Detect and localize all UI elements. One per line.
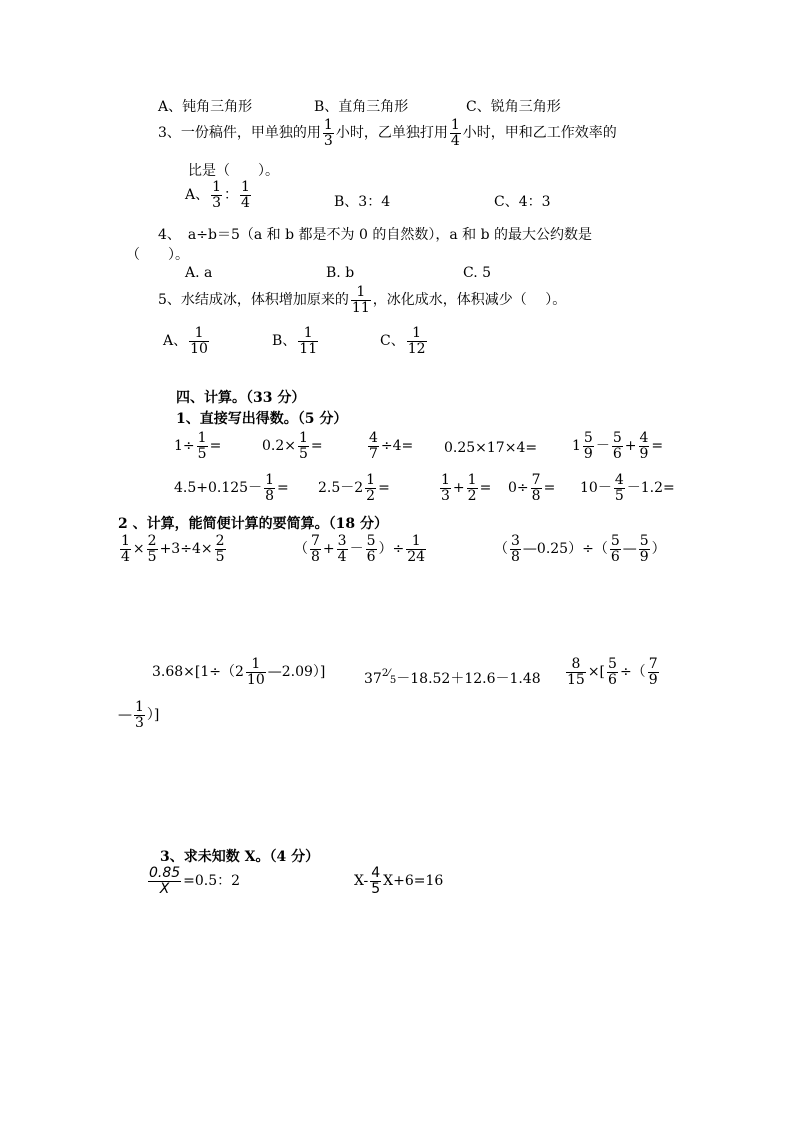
q4-answer-blank: （ ）。 — [126, 247, 189, 263]
expr-r2-2: 2.5－2 $\frac{1}{2}$ = — [318, 472, 390, 504]
calc-5: $37^{2⁄}5-18.52+12.6-1.48$ — [364, 668, 541, 687]
expr-r2-3: $\frac{1}{3}$ + $\frac{1}{2}$ = — [441, 472, 492, 504]
q5-option-b: B、 $\frac{1}{11}$ — [272, 325, 318, 357]
calc-6-continued: — $\frac{1}{3}$ ）] — [118, 699, 160, 731]
calc-1: $\frac{1}{4}$ × $\frac{2}{5}$ +3÷4× $\frac{2}{5}$ — [121, 533, 225, 565]
q3-option-c: C、4：3 — [494, 194, 551, 210]
q4-option-b: B. b — [326, 265, 355, 281]
expr-r2-1: 4.5+0.125－ $\frac{1}{8}$ = — [174, 472, 289, 504]
q3-answer-blank: 比是（ ）。 — [188, 163, 279, 179]
equation-2: X- $\frac{4}{5}$ X+6=16 — [354, 865, 444, 897]
expr-r2-5: 10－ $\frac{4}{5}$ －1.2= — [580, 472, 675, 504]
q4-option-c: C. 5 — [463, 265, 492, 281]
q3-question: 3、一份稿件，甲单独的用 $\frac{1}{3}$ 小时，乙单独打用 $\frac{1}{4}$ 小时，甲和乙工作效率的 — [158, 117, 617, 149]
subsection-simplify: 2 、计算，能简便计算的要简算。（18 分） — [118, 516, 388, 532]
q5-question: 5、水结成冰，体积增加原来的 $\frac{1}{11}$ ，冰化成水，体积减少（ ）。 — [158, 284, 567, 316]
fraction: $\frac{1}{4}$ — [450, 117, 460, 149]
fraction: $\frac{1}{3}$ — [323, 117, 333, 149]
expr-r1-4: 0.25×17×4= — [444, 440, 538, 456]
q3-option-a: A、 $\frac{1}{3}$ ： $\frac{1}{4}$ — [185, 179, 250, 211]
subsection-direct-results: 1、直接写出得数。（5 分） — [176, 411, 348, 427]
q2-option-c: C、锐角三角形 — [466, 99, 561, 115]
expr-r2-4: 0÷ $\frac{7}{8}$ = — [508, 472, 556, 504]
expr-r1-1: 1÷ $\frac{1}{5}$ = — [174, 430, 222, 462]
expr-r1-2: 0.2× $\frac{1}{5}$ = — [262, 430, 323, 462]
subsection-solve-x: 3、求未知数 X。（4 分） — [160, 849, 320, 865]
q2-option-a: A、钝角三角形 — [158, 99, 253, 115]
calc-4: 3.68×[1÷（2 $\frac{1}{10}$ —2.09）] — [152, 656, 326, 688]
calc-6: $\frac{8}{15}$ ×[ $\frac{5}{6}$ ÷（ $\frac{7}{9}$ — [567, 656, 658, 688]
calc-3: （ $\frac{3}{8}$ —0.25）÷（ $\frac{5}{6}$ — $\frac{5}{9}$ ） — [494, 533, 666, 565]
q5-option-c: C、 $\frac{1}{12}$ — [380, 325, 426, 357]
expr-r1-5: 1 $\frac{5}{9}$ － $\frac{5}{6}$ + $\frac{4}{9}$ = — [572, 430, 664, 462]
q3-option-b: B、3：4 — [334, 194, 391, 210]
calc-2: （ $\frac{7}{8}$ + $\frac{3}{4}$ － $\frac{5}{6}$ ）÷ $\frac{1}{24}$ — [294, 533, 426, 565]
section-title: 四、计算。（33 分） — [176, 390, 306, 406]
expr-r1-3: $\frac{4}{7}$ ÷4= — [369, 430, 414, 462]
q2-option-b: B、直角三角形 — [314, 99, 409, 115]
q4-question: 4、 a÷b＝5（a 和 b 都是不为 0 的自然数），a 和 b 的最大公约数是 — [158, 227, 592, 243]
q5-option-a: A、 $\frac{1}{10}$ — [163, 325, 208, 357]
q4-option-a: A. a — [185, 265, 213, 281]
equation-1: $\frac{0.85}{X}$ =0.5：2 — [149, 865, 241, 897]
